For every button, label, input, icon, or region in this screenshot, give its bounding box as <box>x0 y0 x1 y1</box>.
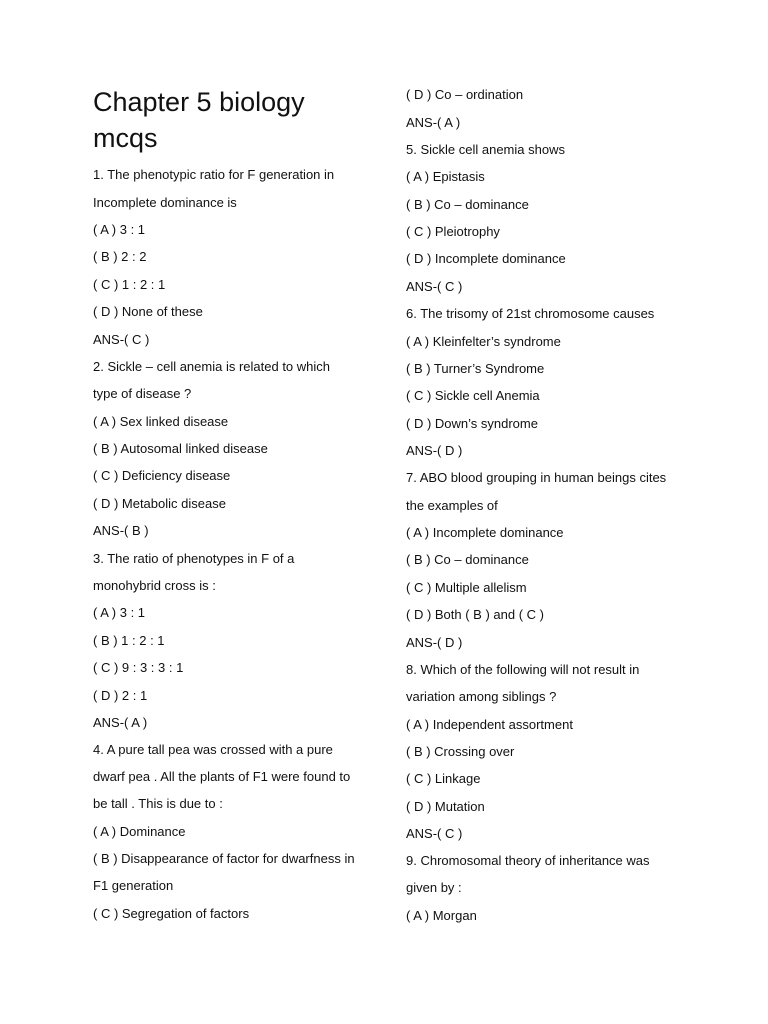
text-line: 7. ABO blood grouping in human beings cites <box>406 470 667 485</box>
text-line: ( D ) None of these <box>93 304 203 319</box>
text-line: Incomplete dominance is <box>93 195 237 210</box>
answer-line: ANS-( C ) <box>93 332 150 347</box>
answer-line: ANS-( C ) <box>406 279 463 294</box>
text-line: ( C ) 9 : 3 : 3 : 1 <box>93 660 184 675</box>
text-line: the examples of <box>406 498 498 513</box>
text-line: ( A ) 3 : 1 <box>93 222 146 237</box>
text-line: ( C ) Linkage <box>406 771 481 786</box>
text-line: ( D ) Both ( B ) and ( C ) <box>406 607 544 622</box>
text-line: ( D ) Co – ordination <box>406 87 524 102</box>
text-line: dwarf pea . All the plants of F1 were found to <box>93 769 351 784</box>
answer-line: ANS-( D ) <box>406 443 463 458</box>
text-line: ( A ) Morgan <box>406 908 477 923</box>
text-line: 1. The phenotypic ratio for F generation in <box>93 167 335 182</box>
text-line: ( B ) Autosomal linked disease <box>93 441 268 456</box>
text-line: be tall . This is due to : <box>93 796 223 811</box>
text-line: ( D ) Down’s syndrome <box>406 416 538 431</box>
text-line: F1 generation <box>93 878 174 893</box>
document-title <box>93 84 305 156</box>
text-line: ( C ) Deficiency disease <box>93 468 231 483</box>
text-line: ( C ) Pleiotrophy <box>406 224 500 239</box>
text-line: ( A ) 3 : 1 <box>93 605 146 620</box>
answer-line: ANS-( B ) <box>93 523 149 538</box>
text-line: ( A ) Sex linked disease <box>93 414 229 429</box>
answer-line: ANS-( A ) <box>93 715 148 730</box>
text-line: ( B ) Disappearance of factor for dwarfness in <box>93 851 355 866</box>
text-line: ( D ) Incomplete dominance <box>406 251 566 266</box>
title-line-1: Chapter 5 biology <box>93 87 305 117</box>
text-line: ( A ) Kleinfelter’s syndrome <box>406 334 561 349</box>
text-line: ( B ) Crossing over <box>406 744 515 759</box>
text-line: 3. The ratio of phenotypes in F of a <box>93 551 295 566</box>
answer-line: ANS-( D ) <box>406 635 463 650</box>
answer-line: ANS-( C ) <box>406 826 463 841</box>
text-line: ( B ) Turner’s Syndrome <box>406 361 545 376</box>
text-line: 9. Chromosomal theory of inheritance was <box>406 853 650 868</box>
text-line: ( B ) Co – dominance <box>406 552 529 567</box>
text-line: 8. Which of the following will not result in <box>406 662 640 677</box>
text-line: ( C ) 1 : 2 : 1 <box>93 277 166 292</box>
text-line: 2. Sickle – cell anemia is related to which <box>93 359 331 374</box>
text-line: ( B ) 2 : 2 <box>93 249 147 264</box>
title-line-2: mcqs <box>93 123 158 153</box>
text-line: ( A ) Dominance <box>93 824 186 839</box>
text-line: ( B ) Co – dominance <box>406 197 529 212</box>
text-line: ( A ) Incomplete dominance <box>406 525 564 540</box>
text-line: ( A ) Epistasis <box>406 169 485 184</box>
text-line: ( D ) Mutation <box>406 799 485 814</box>
text-line: ( C ) Multiple allelism <box>406 580 527 595</box>
text-line: 6. The trisomy of 21st chromosome causes <box>406 306 655 321</box>
text-line: ( D ) Metabolic disease <box>93 496 226 511</box>
text-line: monohybrid cross is : <box>93 578 216 593</box>
text-line: 4. A pure tall pea was crossed with a pure <box>93 742 333 757</box>
text-line: 5. Sickle cell anemia shows <box>406 142 565 157</box>
text-line: given by : <box>406 880 462 895</box>
text-line: ( C ) Segregation of factors <box>93 906 250 921</box>
text-line: type of disease ? <box>93 386 192 401</box>
text-line: ( C ) Sickle cell Anemia <box>406 388 540 403</box>
text-line: ( B ) 1 : 2 : 1 <box>93 633 165 648</box>
answer-line: ANS-( A ) <box>406 115 461 130</box>
text-line: ( D ) 2 : 1 <box>93 688 148 703</box>
text-line: variation among siblings ? <box>406 689 557 704</box>
text-line: ( A ) Independent assortment <box>406 717 573 732</box>
